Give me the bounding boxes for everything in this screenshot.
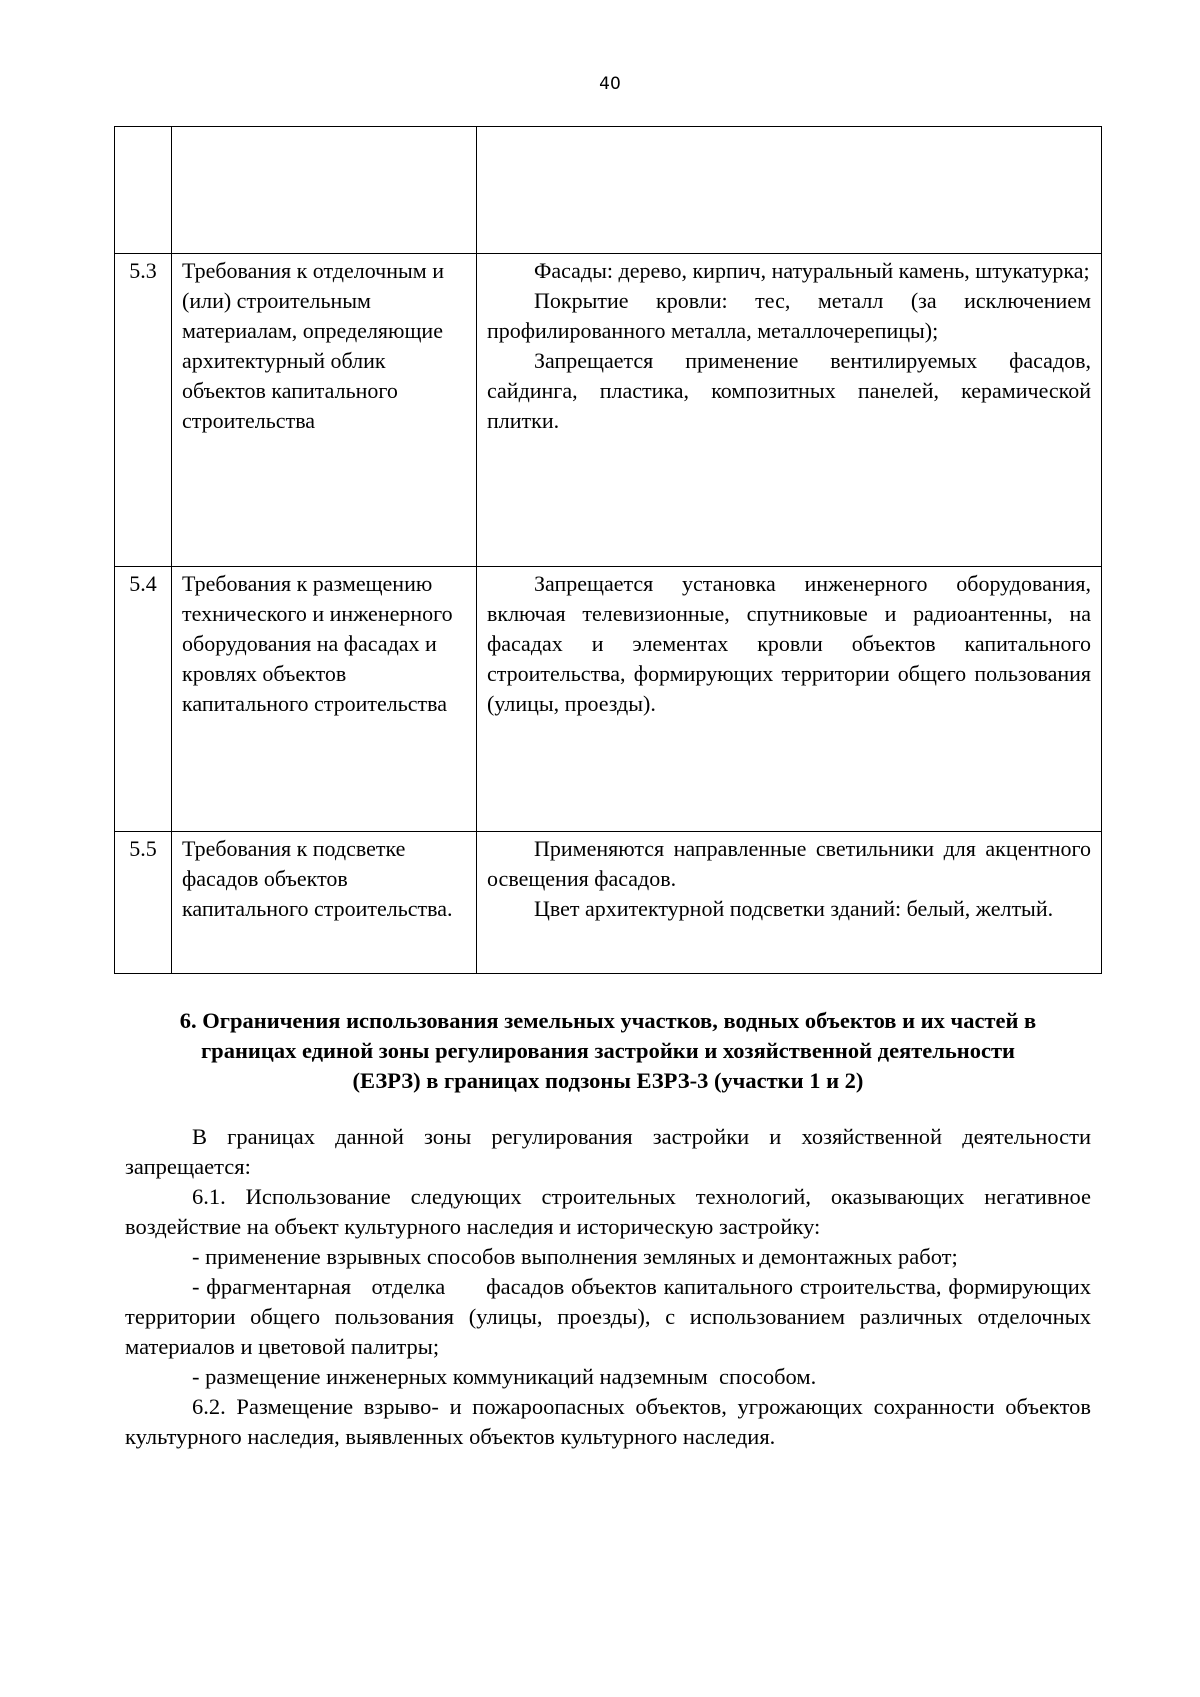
- clause-6-2: 6.2. Размещение взрыво- и пожароопасных объектов, угрожающих сохранности объектов культурного наследия, выявленных объектов культурного наследия.: [125, 1394, 1091, 1449]
- page-number: 40: [599, 74, 621, 94]
- row-number: [115, 127, 172, 254]
- section-6: [125, 1006, 1097, 1452]
- requirement-name: Требования к отделочным и (или) строительным материалам, определяющие архитектурный облик объектов капитального строительства: [172, 254, 477, 567]
- requirement-paragraph: Фасады: дерево, кирпич, натуральный камень, штукатурка;: [534, 258, 1090, 283]
- requirement-text: [477, 832, 1102, 974]
- requirement-paragraph: Запрещается применение вентилируемых фасадов, сайдинга, пластика, композитных панелей, керамической плитки.: [487, 348, 1091, 433]
- section-title: 6. Ограничения использования земельных участков, водных объектов и их частей в границах единой зоны регулирования застройки и хозяйственной деятельности (ЕЗРЗ) в границах подзоны ЕЗРЗ-3 (участки 1 и 2): [179, 1008, 1037, 1093]
- requirement-paragraph: Запрещается установка инженерного оборудования, включая телевизионные, спутниковые и радиоантенны, на фасадах и элементах кровли объектов капитального строительства, формирующих территории общего пользования (улицы, проезды).: [487, 571, 1091, 716]
- row-number: 5.4: [115, 567, 172, 832]
- table-row: [115, 832, 1102, 974]
- requirements-table: [114, 126, 1102, 974]
- clause-item: - размещение инженерных коммуникаций надземным способом.: [192, 1364, 817, 1389]
- requirement-paragraph: Покрытие кровли: тес, металл (за исключением профилированного металла, металлочерепицы);: [487, 288, 1091, 343]
- requirement-paragraph: Цвет архитектурной подсветки зданий: белый, желтый.: [534, 896, 1054, 921]
- requirement-text: [477, 567, 1102, 832]
- clause-item: - применение взрывных способов выполнения земляных и демонтажных работ;: [192, 1244, 958, 1269]
- row-number: 5.3: [115, 254, 172, 567]
- clause-6-1: 6.1. Использование следующих строительных технологий, оказывающих негативное воздействие на объект культурного наследия и историческую застройку:: [125, 1184, 1091, 1239]
- requirement-name: Требования к подсветке фасадов объектов капитального строительства.: [172, 832, 477, 974]
- requirement-text: [477, 254, 1102, 567]
- requirement-name: Требования к размещению технического и инженерного оборудования на фасадах и кровлях объектов капитального строительства: [172, 567, 477, 832]
- section-intro: В границах данной зоны регулирования застройки и хозяйственной деятельности запрещается:: [125, 1124, 1091, 1179]
- requirement-text: [477, 127, 1102, 254]
- requirement-paragraph: Применяются направленные светильники для акцентного освещения фасадов.: [487, 836, 1091, 891]
- clause-item: - фрагментарная отделка фасадов объектов капитального строительства, формирующих территории общего пользования (улицы, проезды), с использованием различных отделочных материалов и цветовой палитры;: [125, 1274, 1097, 1359]
- requirement-name: [172, 127, 477, 254]
- row-number: 5.5: [115, 832, 172, 974]
- table-row: [115, 567, 1102, 832]
- table-row: [115, 127, 1102, 254]
- table-row: [115, 254, 1102, 567]
